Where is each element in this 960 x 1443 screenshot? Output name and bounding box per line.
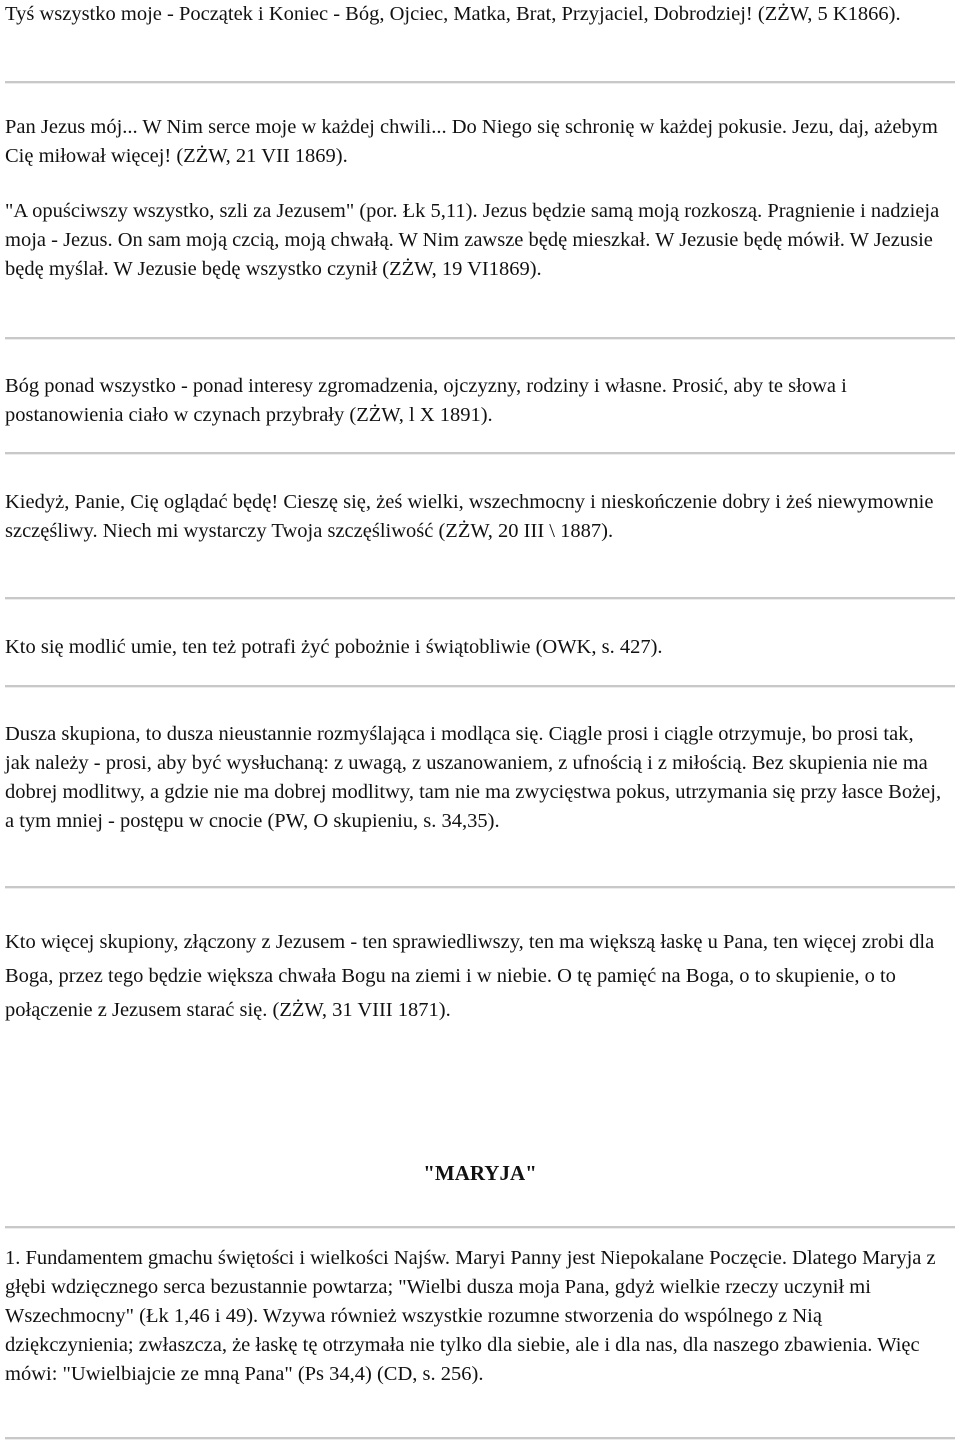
divider: [5, 1437, 955, 1440]
paragraph-7: [5, 720, 942, 836]
paragraph-text: Dusza skupiona, to dusza nieustannie rozmyślająca i modląca się. Ciągle prosi i ciągle otrzymuje, bo prosi tak, jak należy - prosi, aby być wysłuchaną: z uwagą, z uszanowaniem, z ufnością i z miłością. Bez skupienia nie ma dobrej modlitwy, a gdzie nie ma dobrej modlitwy, tam nie ma zwycięstwa pokus, utrzymania się przy łasce Bożej, a tym mniej - postępu w cnocie (PW, O skupieniu, s. 34,35).: [5, 723, 942, 832]
paragraph-text: "A opuściwszy wszystko, szli za Jezusem" (por. Łk 5,11). Jezus będzie samą moją rozkoszą. Pragnienie i nadzieja moja - Jezus. On sam moją czcią, moją chwałą. W Nim zawsze będę mieszkał. W Jezusie będę mówił. W Jezusie będę myślał. W Jezusie będę wszystko czynił (ZŻW, 19 VI1869).: [5, 200, 940, 280]
section-heading: "MARYJA": [423, 1161, 537, 1185]
paragraph-2: [5, 113, 942, 171]
paragraph-text: Pan Jezus mój... W Nim serce moje w każdej chwili... Do Niego się schronię w każdej pokusie. Jezu, daj, ażebym Cię miłował więcej! (ZŻW, 21 VII 1869).: [5, 116, 938, 167]
paragraph-text: Bóg ponad wszystko - ponad interesy zgromadzenia, ojczyzny, rodziny i własne. Prosić, aby te słowa i postanowienia ciało w czynach przybrały (ZŻW, l X 1891).: [5, 375, 847, 426]
paragraph-text: Kto więcej skupiony, złączony z Jezusem - ten sprawiedliwszy, ten ma większą łaskę u Pana, ten więcej zrobi dla Boga, przez tego będzie większa chwała Bogu na ziemi i w niebie. O tę pamięć na Boga, o to skupienie, o to połączenie z Jezusem starać się. (ZŻW, 31 VIII 1871).: [5, 931, 935, 1021]
divider: [5, 81, 955, 84]
divider: [5, 886, 955, 889]
paragraph-1: [5, 0, 942, 29]
paragraph-text: Tyś wszystko moje - Początek i Koniec - Bóg, Ojciec, Matka, Brat, Przyjaciel, Dobrodziej! (ZŻW, 5 K1866).: [5, 3, 901, 25]
paragraph-text: Kto się modlić umie, ten też potrafi żyć pobożnie i świątobliwie (OWK, s. 427).: [5, 636, 663, 658]
paragraph-4: [5, 372, 942, 430]
divider: [5, 452, 955, 455]
paragraph-5: [5, 488, 942, 546]
divider: [5, 337, 955, 340]
paragraph-6: [5, 633, 942, 662]
divider: [5, 1226, 955, 1229]
divider: [5, 685, 955, 688]
paragraph-text: Kiedyż, Panie, Cię oglądać będę! Cieszę się, żeś wielki, wszechmocny i nieskończenie dobry i żeś niewymownie szczęśliwy. Niech mi wystarczy Twoja szczęśliwość (ZŻW, 20 III \ 1887).: [5, 491, 934, 542]
paragraph-text: 1. Fundamentem gmachu świętości i wielkości Najśw. Maryi Panny jest Niepokalane Poczęcie. Dlatego Maryja z głębi wdzięcznego serca bezustannie powtarza; "Wielbi dusza moja Pana, gdyż wielkie rzeczy uczynił mi Wszechmocny" (Łk 1,46 i 49). Wzywa również wszystkie rozumne stworzenia do wspólnego z Nią dziękczynienia; zwłaszcza, że łaskę tę otrzymała nie tylko dla siebie, ale i dla nas, dla naszego zbawienia. Więc mówi: "Uwielbiajcie ze mną Pana" (Ps 34,4) (CD, s. 256).: [5, 1247, 936, 1385]
divider: [5, 597, 955, 600]
paragraph-3: [5, 197, 942, 284]
paragraph-9: [5, 1244, 942, 1389]
paragraph-8: [5, 925, 942, 1027]
